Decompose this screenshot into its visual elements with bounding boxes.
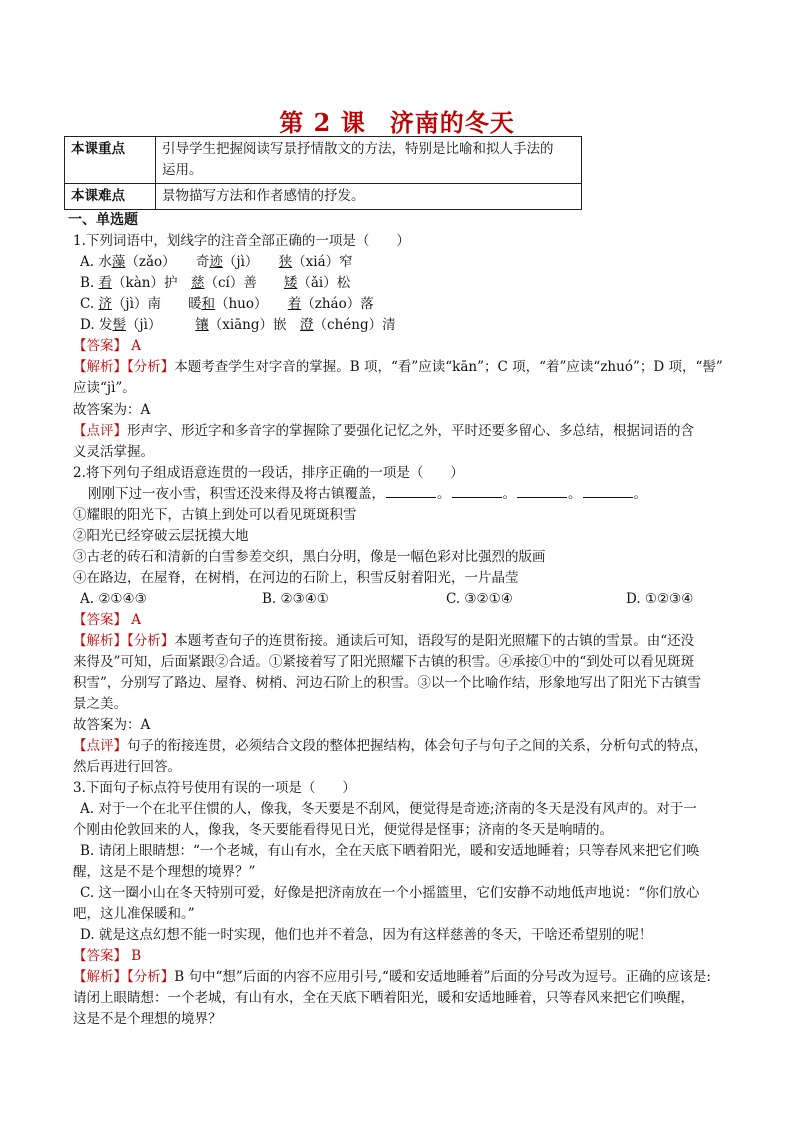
section-heading: 一、单选题 (68, 212, 138, 228)
q3-answer: 【答案】 B (73, 948, 142, 964)
q2-item: ④在路边，在屋脊，在树梢，在河边的石阶上，积雪反射着阳光，一片晶莹 (73, 570, 519, 586)
key-text (156, 137, 582, 184)
q1-option-c: C. 济（jì）南 暖和（huo） 着（zháo）落 (80, 296, 374, 312)
q2-analysis-cont: 景之美。 (73, 696, 127, 712)
key-text-line: 运用。 (162, 162, 203, 178)
q3-analysis: 【解析】【分析】B 句中“想”后面的内容不应用引号,“暖和安适地睡着”后面的分号改为逗号。正确的应该是: (73, 969, 711, 985)
q1-stem: 1.下列词语中，划线字的注音全部正确的一项是（ ） (73, 233, 410, 249)
difficulty-text: 景物描写方法和作者感情的抒发。 (156, 184, 582, 210)
q1-option-d: D. 发髻（jì） 镶（xiāng）嵌 澄（chéng）清 (80, 317, 396, 333)
difficulty-row (65, 184, 582, 210)
q3-option-a: A. 对于一个在北平住惯的人，像我，冬天要是不刮风，便觉得是奇迹;济南的冬天是没有风声的。对于一 (80, 801, 697, 817)
key-label: 本课重点 (65, 137, 156, 184)
q2-analysis-cont: 积雪”，分别写了路边、屋脊、树梢、河边石阶上的积雪。③以一个比喻作结，形象地写出了阳光下古镇雪 (73, 675, 701, 691)
q3-analysis-cont: 请闭上眼睛想：一个老城，有山有水，全在天底下晒着阳光，暖和安适地睡着，只等春风来把它们唤醒， (73, 990, 694, 1006)
q3-option-b-cont: 醒，这是不是个理想的境界？” (73, 864, 256, 880)
q2-item: ①耀眼的阳光下，古镇上到处可以看见斑斑积雪 (73, 507, 357, 523)
q1-comment-cont: 义灵活掌握。 (73, 444, 154, 460)
q2-item: ②阳光已经穿破云层抚摸大地 (73, 528, 249, 544)
q3-option-c-cont: 吧，这儿准保暖和。” (73, 906, 195, 922)
q2-analysis: 【解析】【分析】本题考查句子的连贯衔接。通读后可知，语段写的是阳光照耀下的古镇的雪景。由“还没 (73, 633, 695, 649)
key-row (65, 137, 582, 184)
q2-option-b: B. ②③④① (262, 591, 329, 607)
lesson-number: 第 2 课 (279, 108, 366, 137)
q1-answer: 【答案】 A (73, 338, 142, 354)
q3-option-b: B. 请闭上眼睛想：“一个老城，有山有水，全在天底下晒着阳光，暖和安适地睡着；只等春风来把它们唤 (80, 843, 700, 859)
q2-conclusion: 故答案为：A (73, 717, 151, 733)
q2-analysis-cont: 来得及”可知，后面紧跟②合适。①紧接着写了阳光照耀下古镇的积雪。④承接①中的“到处可以看见斑斑 (73, 654, 695, 670)
q2-item: ③古老的砖石和清新的白雪参差交织，黑白分明，像是一幅色彩对比强烈的版画 (73, 549, 546, 565)
difficulty-label: 本课难点 (65, 184, 156, 210)
key-points-table (64, 136, 582, 210)
q3-stem: 3.下面句子标点符号使用有误的一项是（ ） (73, 780, 356, 796)
lesson-title (0, 103, 794, 138)
q1-option-b: B. 看（kàn）护 慈（cí）善 矮（ǎi）松 (80, 275, 351, 291)
q2-comment-cont: 然后再进行回答。 (73, 759, 181, 775)
q2-option-a: A. ②①④③ (80, 591, 147, 607)
q1-conclusion: 故答案为：A (73, 402, 151, 418)
q1-analysis-cont: 应读“jì”。 (73, 380, 136, 396)
q2-option-c: C. ③②①④ (446, 591, 513, 607)
q3-option-c: C. 这一圈小山在冬天特别可爱，好像是把济南放在一个小摇篮里，它们安静不动地低声地说：“你们放心 (80, 885, 700, 901)
lesson-name: 济南的冬天 (389, 108, 515, 137)
key-text-line: 引导学生把握阅读写景抒情散文的方法，特别是比喻和拟人手法的 (162, 141, 554, 157)
q2-passage: 刚刚下过一夜小雪，积雪还没来得及将古镇覆盖， 。 。 。 。 (88, 486, 647, 502)
q2-answer: 【答案】 A (73, 612, 142, 628)
q3-analysis-cont: 这是不是个理想的境界？ (73, 1011, 222, 1027)
q3-option-d: D. 就是这点幻想不能一时实现，他们也并不着急，因为有这样慈善的冬天，干啥还希望别的呢！ (80, 927, 653, 943)
q2-stem: 2.将下列句子组成语意连贯的一段话，排序正确的一项是（ ） (73, 465, 464, 481)
q3-option-a-cont: 个刚由伦敦回来的人，像我，冬天要能看得见日光，便觉得是怪事；济南的冬天是响晴的。 (73, 822, 613, 838)
q1-comment: 【点评】形声字、形近字和多音字的掌握除了要强化记忆之外，平时还要多留心、多总结，根据词语的含 (73, 423, 694, 439)
q1-analysis: 【解析】【分析】本题考查学生对字音的掌握。B 项，“看”应读“kān”；C 项，“着”应读“zhuó”；D 项，“髻” (73, 359, 723, 375)
q2-comment: 【点评】句子的衔接连贯，必须结合文段的整体把握结构，体会句子与句子之间的关系，分析句式的特点， (73, 738, 708, 754)
q2-option-d: D. ①②③④ (626, 591, 694, 607)
q1-option-a: A. 水藻（zǎo） 奇迹（jì） 狭（xiá）窄 (80, 254, 353, 270)
